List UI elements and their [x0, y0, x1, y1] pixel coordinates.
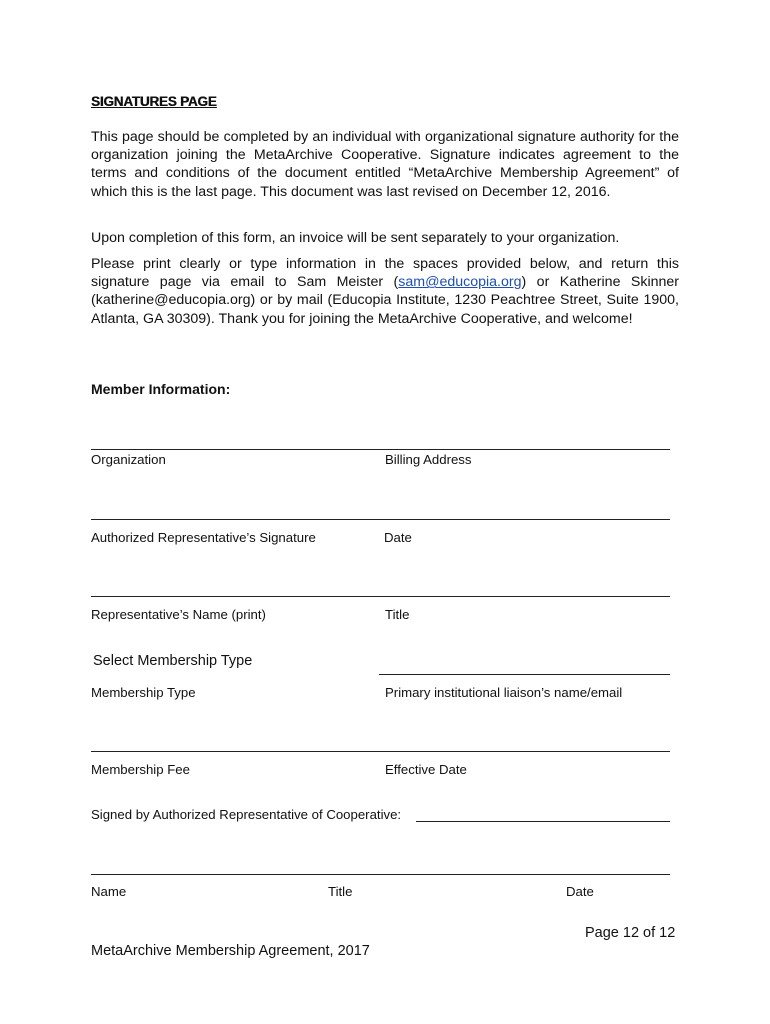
membership-type-select[interactable]: Select Membership Type [91, 649, 291, 671]
coop-title-label: Title [328, 884, 353, 899]
signed-by-label: Signed by Authorized Representative of Cooperative: [91, 807, 402, 822]
signature-line[interactable] [91, 519, 670, 520]
instructions-text-end: ) or Katherine Skinner (katherine@educopia.org) or by mail (Educopia Institute, 1230 Peachtree Street, Suite 1900, Atlanta, GA 30309). Thank you for joining the MetaArchive Cooperative, and welcome! [91, 274, 679, 327]
footer-text: MetaArchive Membership Agreement, 2017 [91, 943, 370, 959]
cooperative-signature-line[interactable] [416, 821, 670, 822]
instructions-paragraph [91, 255, 679, 328]
liaison-line[interactable] [379, 674, 670, 675]
billing-address-label: Billing Address [385, 452, 472, 467]
name-label: Name [91, 884, 127, 899]
date-label: Date [384, 530, 412, 545]
auth-signature-label: Authorized Representative’s Signature [91, 530, 316, 545]
page-number: Page 12 of 12 [585, 925, 676, 941]
instructions-text-start: Please print clearly or type information in the spaces provided below, and return this signature page via email to Sam Meister ( [91, 256, 679, 291]
membership-fee-line[interactable] [91, 751, 670, 752]
intro-paragraph: This page should be completed by an individual with organizational signature authority for the organization joining the MetaArchive Cooperative. Signature indicates agreement to the terms and conditions of the document entitled “MetaArchive Membership Agreement” of which this is the last page. This document was last revised on December 12, 2016. [91, 129, 679, 200]
invoice-paragraph: Upon completion of this form, an invoice will be sent separately to your organization. [91, 230, 620, 246]
member-info-heading: Member Information: [91, 381, 231, 397]
email-link[interactable]: sam@educopia.org [398, 274, 522, 291]
title-label: Title [385, 607, 410, 622]
cooperative-name-line[interactable] [91, 874, 670, 875]
coop-date-label: Date [566, 884, 594, 899]
membership-fee-label: Membership Fee [91, 762, 190, 777]
organization-label: Organization [91, 452, 166, 467]
effective-date-label: Effective Date [385, 762, 467, 777]
rep-name-label: Representative’s Name (print) [91, 607, 266, 622]
liaison-label: Primary institutional liaison’s name/email [385, 685, 623, 700]
organization-line[interactable] [91, 449, 670, 450]
rep-name-line[interactable] [91, 596, 670, 597]
membership-type-label: Membership Type [91, 685, 196, 700]
page-title: SIGNATURES PAGE [91, 94, 217, 109]
